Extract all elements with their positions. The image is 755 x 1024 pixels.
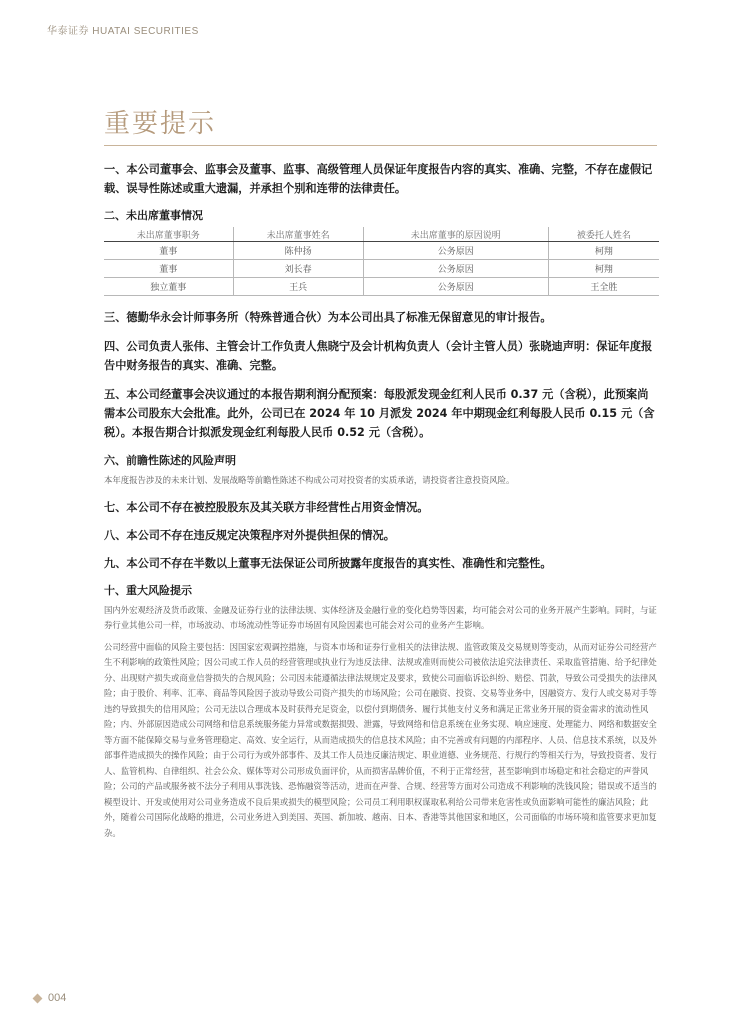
table-cell: 董事: [104, 260, 233, 278]
page-footer: [34, 992, 66, 1004]
item-8: 八、本公司不存在违反规定决策程序对外提供担保的情况。: [104, 528, 395, 542]
table-cell: 刘长春: [233, 260, 363, 278]
table-cell: 公务原因: [363, 242, 548, 260]
diamond-icon: [33, 993, 43, 1003]
item-3: 三、德勤华永会计师事务所（特殊普通合伙）为本公司出具了标准无保留意见的审计报告。: [104, 311, 552, 324]
table-cell: 陈仲扬: [233, 242, 363, 260]
table-header-cell: 未出席董事的原因说明: [363, 227, 548, 242]
item-9: 九、本公司不存在半数以上董事无法保证公司所披露年度报告的真实性、准确性和完整性。: [104, 556, 552, 570]
table-header-cell: 未出席董事职务: [104, 227, 233, 242]
item-10-heading: 十、重大风险提示: [104, 583, 192, 597]
item-6-heading: 六、前瞻性陈述的风险声明: [104, 454, 236, 467]
item-2-heading: 二、未出席董事情况: [104, 209, 203, 222]
absent-directors-table: [104, 227, 659, 296]
item-4: 四、公司负责人张伟、主管会计工作负责人焦晓宁及会计机构负责人（会计主管人员）张晓迪声明：保证年度报告中财务报告的真实、准确、完整。: [104, 340, 653, 372]
table-cell: 独立董事: [104, 278, 233, 296]
table-cell: 公务原因: [363, 278, 548, 296]
item-6-body: 本年度报告涉及的未来计划、发展战略等前瞻性陈述不构成公司对投资者的实质承诺，请投资者注意投资风险。: [104, 475, 515, 485]
item-5: 五、本公司经董事会决议通过的本报告期利润分配预案：每股派发现金红利人民币 0.37 元（含税），此预案尚需本公司股东大会批准。此外，公司已在 2024 年 10 月派发 2024 年中期现金红利每股人民币 0.15 元（含税）。本报告期合计拟派发现金红利每股人民币 0.52 元（含税）。: [104, 388, 655, 439]
item-7: 七、本公司不存在被控股股东及其关联方非经营性占用资金情况。: [104, 500, 429, 514]
table-header-cell: 未出席董事姓名: [233, 227, 363, 242]
item-10-body-1: 国内外宏观经济及货币政策、金融及证券行业的法律法规、实体经济及金融行业的变化趋势等因素，均可能会对公司的业务开展产生影响。同时，与证券行业其他公司一样，市场波动、市场流动性等证券市场固有风险因素也可能会对公司的业务产生影响。: [104, 604, 657, 630]
table-cell: 柯翔: [548, 242, 659, 260]
table-header-cell: 被委托人姓名: [548, 227, 659, 242]
table-row: [104, 278, 659, 296]
table-cell: 王全胜: [548, 278, 659, 296]
table-row: [104, 242, 659, 260]
table-header-row: [104, 227, 659, 242]
table-cell: 柯翔: [548, 260, 659, 278]
page-number: 004: [48, 992, 67, 1004]
table-row: [104, 260, 659, 278]
brand-header: 华泰证券 HUATAI SECURITIES: [47, 26, 199, 37]
table-cell: 董事: [104, 242, 233, 260]
item-10-body-2: 公司经营中面临的风险主要包括：因国家宏观调控措施，与资本市场和证券行业相关的法律法规、监管政策及交易规则等变动，从而对证券公司经营产生不利影响的政策性风险；因公司或工作人员的经营管理或执业行为违反法律、法规或准则而使公司被依法追究法律责任、采取监管措施、给予纪律处分、出现财产损失或商业信誉损失的合规风险；公司因未能遵循法律法规规定及要求，致使公司面临诉讼纠纷、赔偿、罚款，导致公司受损失的法律风险；由于股价、利率、汇率、商品等风险因子波动导致公司资产损失的市场风险；公司在融资、投资、交易等业务中，因融资方、发行人或交易对手等违约导致损失的信用风险；公司无法以合理成本及时获得充足资金，以偿付到期债务、履行其他支付义务和满足正常业务开展的资金需求的流动性风险；内、外部原因造成公司网络和信息系统服务能力异常或数据损毁、泄露，导致网络和信息系统在业务实现、响应速度、处理能力、网络和数据安全等方面不能保障交易与业务管理稳定、高效、安全运行，从而造成损失的信息技术风险；由不完善或有问题的内部程序、人员、信息技术系统，以及外部事件造成损失的操作风险；由于公司行为或外部事件、及其工作人员违反廉洁规定、职业道德、业务规范、行规行约等相关行为，导致投资者、发行人、监管机构、自律组织、社会公众、媒体等对公司形成负面评价，从而损害品牌价值，不利于正常经营，甚至影响到市场稳定和社会稳定的声誉风险；公司的产品或服务被不法分子利用从事洗钱、恐怖融资等活动，进而在声誉、合规、经营等方面对公司造成不利影响的洗钱风险；错误或不适当的模型设计、开发或使用对公司业务造成不良后果或损失的模型风险；公司员工利用职权谋取私利给公司带来危害性或负面影响可能性的廉洁风险；此外，随着公司国际化战略的推进，公司业务进入到美国、英国、新加坡、越南、日本、香港等其他国家和地区，公司面临的市场环境和监管要求更加复杂。: [104, 641, 657, 838]
page-title: 重要提示: [104, 109, 217, 139]
main-content: [104, 160, 659, 841]
title-divider: [104, 145, 657, 146]
table-cell: 公务原因: [363, 260, 548, 278]
item-1: 一、本公司董事会、监事会及董事、监事、高级管理人员保证年度报告内容的真实、准确、完整，不存在虚假记载、误导性陈述或重大遗漏，并承担个别和连带的法律责任。: [104, 163, 653, 195]
table-cell: 王兵: [233, 278, 363, 296]
